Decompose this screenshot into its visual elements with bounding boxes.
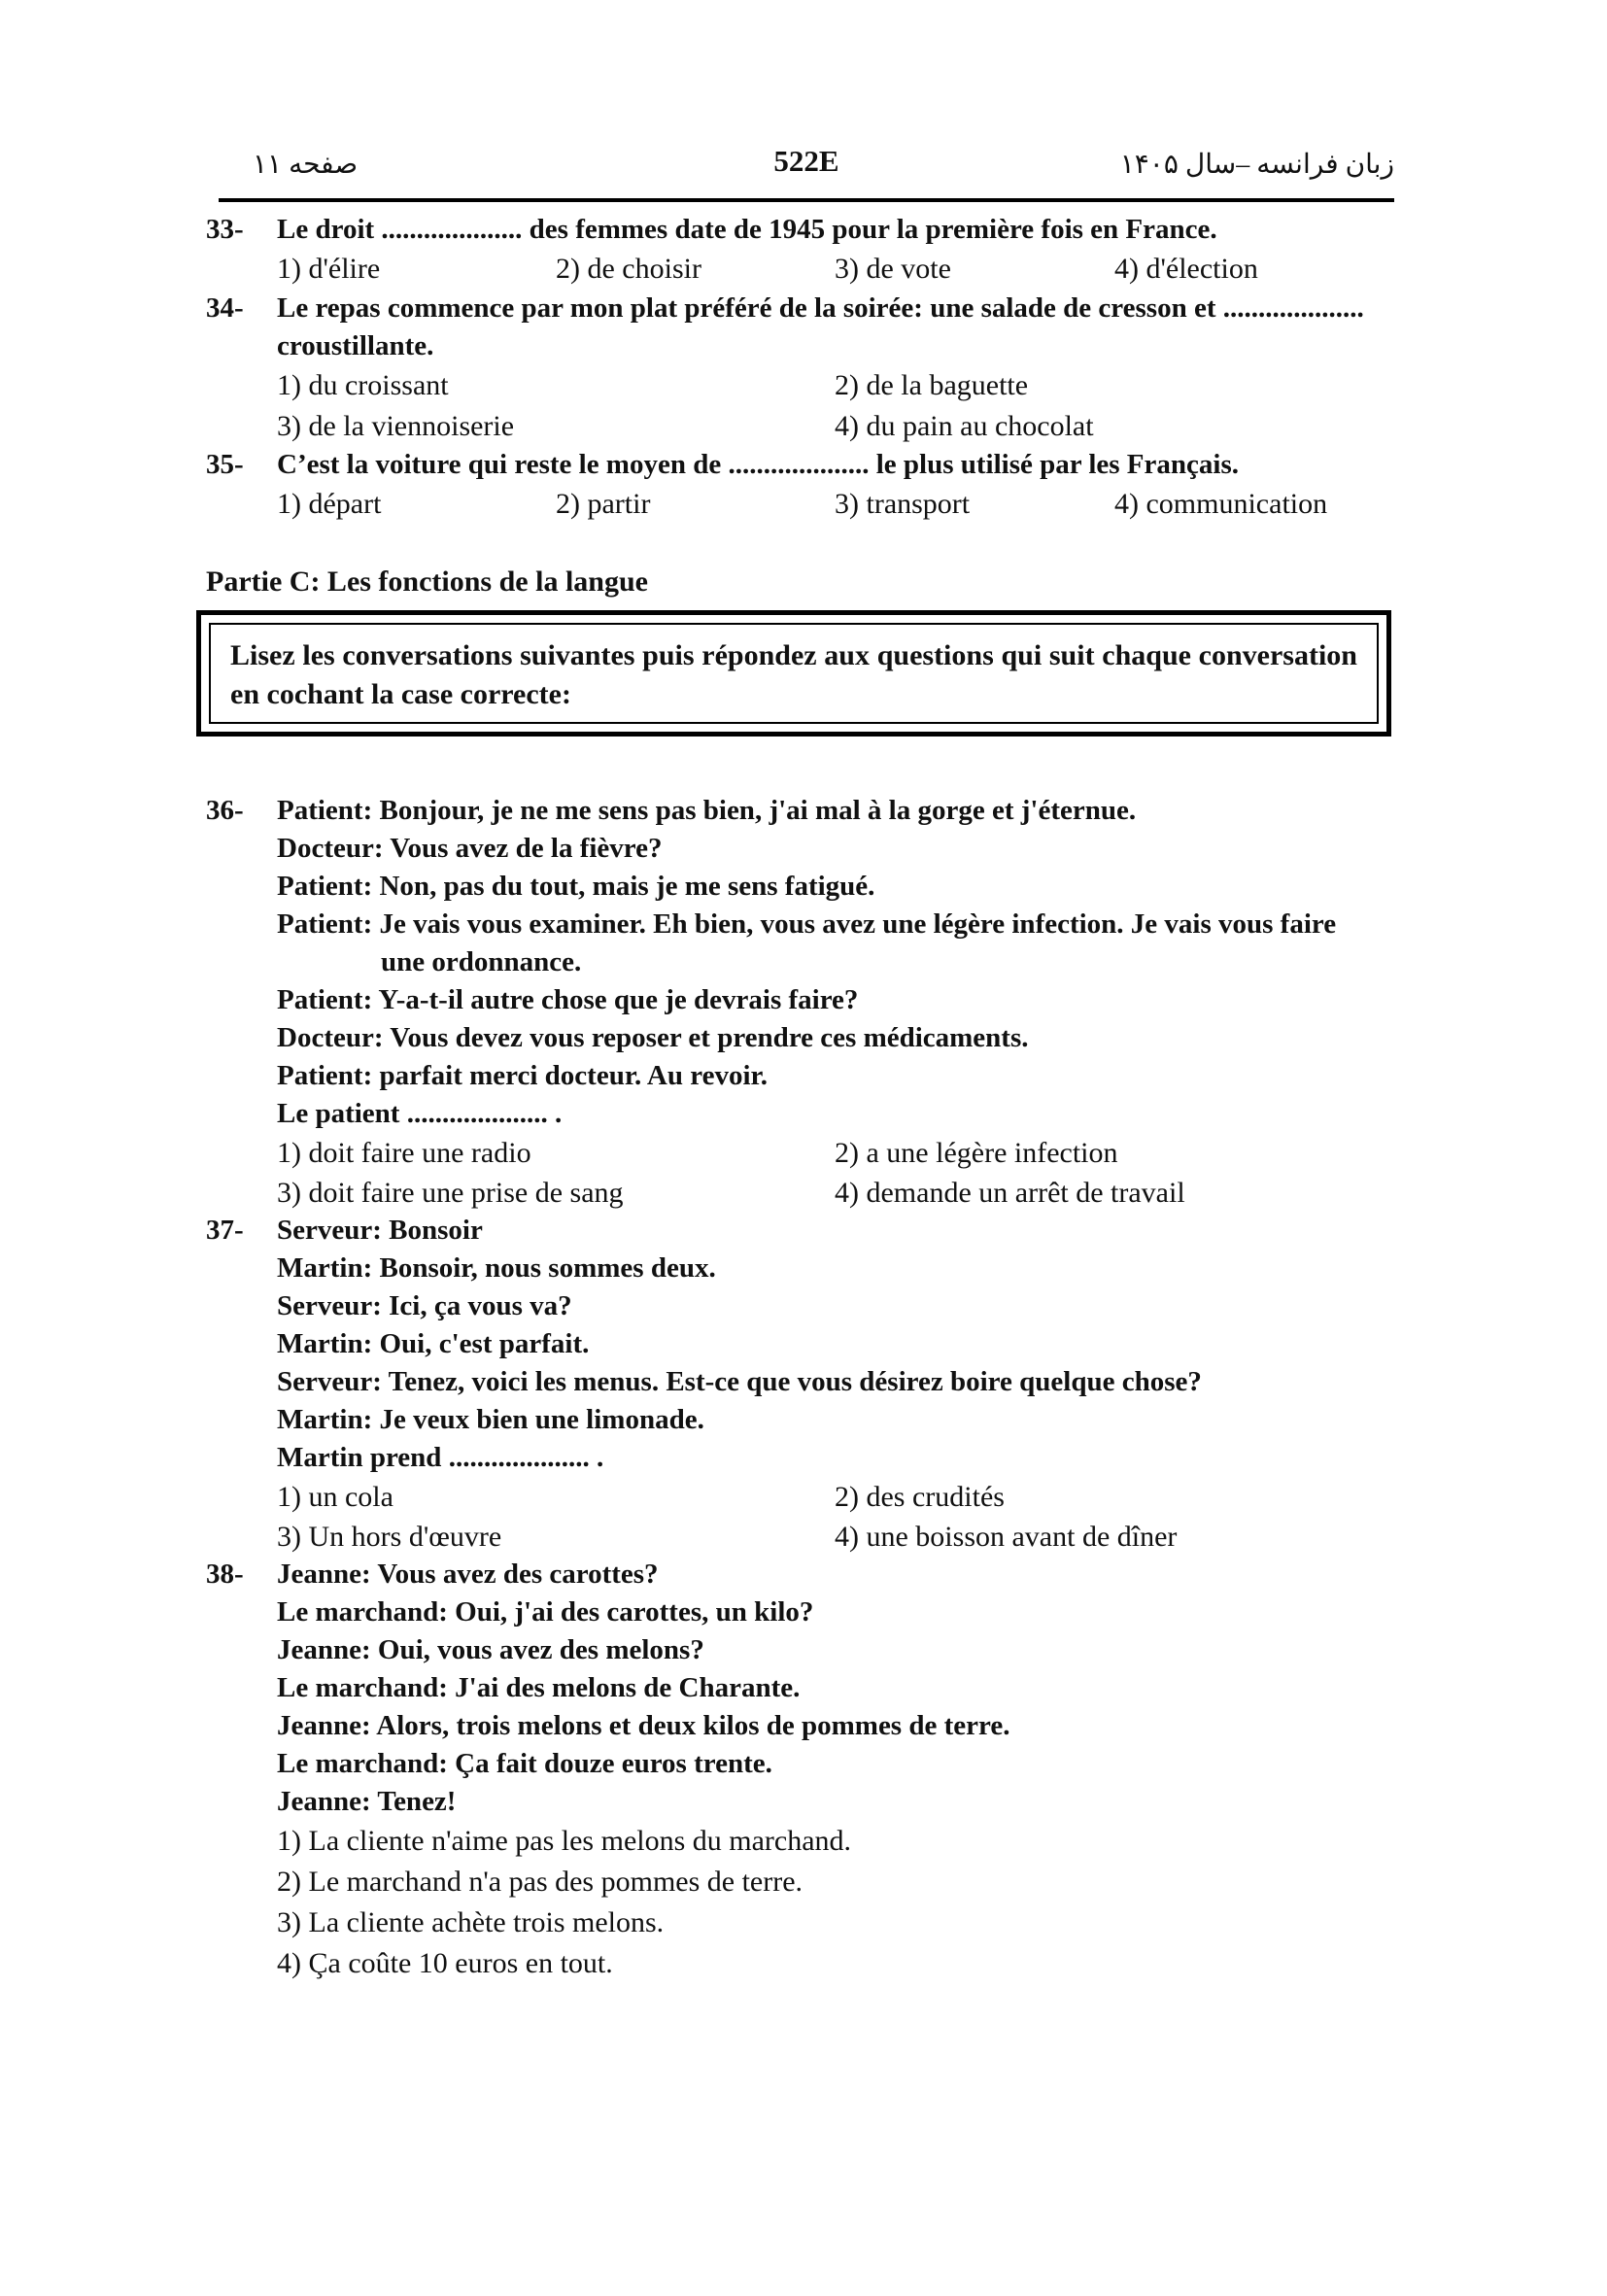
dialogue-line: Jeanne: Vous avez des carottes? bbox=[277, 1559, 659, 1590]
option-2[interactable]: 2) de choisir bbox=[556, 253, 701, 285]
option-2[interactable]: 2) des crudités bbox=[835, 1481, 1005, 1513]
option-2[interactable]: 2) de la baguette bbox=[835, 369, 1029, 401]
option-4[interactable]: 4) une boisson avant de dîner bbox=[835, 1521, 1178, 1553]
dialogue-line: Martin: Bonsoir, nous sommes deux. bbox=[277, 1252, 716, 1284]
question-number: 38- bbox=[206, 1559, 244, 1590]
booklet-code: 522E bbox=[773, 144, 839, 178]
option-4[interactable]: 4) du pain au chocolat bbox=[835, 410, 1094, 442]
dialogue-line: Serveur: Tenez, voici les menus. Est-ce que vous désirez boire quelque chose? bbox=[277, 1366, 1202, 1397]
dialogue-line: Serveur: Ici, ça vous va? bbox=[277, 1290, 572, 1321]
question-number: 35- bbox=[206, 449, 244, 480]
option-3[interactable]: 3) transport bbox=[835, 488, 971, 520]
dialogue-line: Jeanne: Tenez! bbox=[277, 1786, 457, 1817]
dialogue-line: Martin: Je veux bien une limonade. bbox=[277, 1404, 704, 1435]
dialogue-line: Jeanne: Alors, trois melons et deux kilos de pommes de terre. bbox=[277, 1710, 1010, 1741]
dialogue-line: Martin: Oui, c'est parfait. bbox=[277, 1328, 590, 1359]
question-number: 34- bbox=[206, 292, 244, 324]
section-title: Partie C: Les fonctions de la langue bbox=[206, 565, 648, 598]
question-stem: Le repas commence par mon plat préféré de la soirée: une salade de cresson et .................... bbox=[277, 292, 1364, 324]
dialogue-line: Le marchand: Ça fait douze euros trente. bbox=[277, 1748, 772, 1779]
option-1[interactable]: 1) d'élire bbox=[277, 253, 381, 285]
instruction-box bbox=[196, 610, 1391, 737]
question-stem-continued: croustillante. bbox=[277, 330, 434, 361]
option-4[interactable]: 4) d'élection bbox=[1114, 253, 1258, 285]
option-4[interactable]: 4) Ça coûte 10 euros en tout. bbox=[277, 1947, 613, 1979]
header-rule bbox=[219, 198, 1394, 202]
dialogue-line: une ordonnance. bbox=[381, 946, 582, 977]
option-1[interactable]: 1) départ bbox=[277, 488, 382, 520]
dialogue-line: Docteur: Vous devez vous reposer et prendre ces médicaments. bbox=[277, 1022, 1029, 1053]
option-3[interactable]: 3) Un hors d'œuvre bbox=[277, 1521, 502, 1553]
dialogue-line: Patient: Je vais vous examiner. Eh bien, vous avez une légère infection. Je vais vous faire bbox=[277, 908, 1337, 940]
question-stem: Martin prend .................... . bbox=[277, 1442, 604, 1473]
page-number-label: صفحه ۱۱ bbox=[253, 150, 359, 180]
option-1[interactable]: 1) doit faire une radio bbox=[277, 1137, 531, 1169]
option-1[interactable]: 1) La cliente n'aime pas les melons du marchand. bbox=[277, 1825, 852, 1857]
question-stem: Le droit .................... des femmes date de 1945 pour la première fois en France. bbox=[277, 214, 1217, 245]
option-3[interactable]: 3) de la viennoiserie bbox=[277, 410, 515, 442]
dialogue-line: Patient: parfait merci docteur. Au revoir. bbox=[277, 1060, 768, 1091]
option-3[interactable]: 3) de vote bbox=[835, 253, 951, 285]
page-header bbox=[219, 144, 1394, 188]
option-3[interactable]: 3) La cliente achète trois melons. bbox=[277, 1906, 665, 1938]
dialogue-line: Patient: Y-a-t-il autre chose que je devrais faire? bbox=[277, 984, 859, 1015]
dialogue-line: Patient: Bonjour, je ne me sens pas bien, j'ai mal à la gorge et j'éternue. bbox=[277, 795, 1137, 826]
option-2[interactable]: 2) partir bbox=[556, 488, 651, 520]
question-number: 36- bbox=[206, 795, 244, 826]
dialogue-line: Jeanne: Oui, vous avez des melons? bbox=[277, 1634, 704, 1665]
option-1[interactable]: 1) un cola bbox=[277, 1481, 393, 1513]
dialogue-line: Docteur: Vous avez de la fièvre? bbox=[277, 833, 663, 864]
instruction-box-inner bbox=[209, 623, 1379, 724]
question-stem: C’est la voiture qui reste le moyen de .................... le plus utilisé par les Français. bbox=[277, 449, 1239, 480]
option-2[interactable]: 2) Le marchand n'a pas des pommes de terre. bbox=[277, 1866, 804, 1898]
option-3[interactable]: 3) doit faire une prise de sang bbox=[277, 1177, 624, 1209]
option-1[interactable]: 1) du croissant bbox=[277, 369, 449, 401]
instruction-text: Lisez les conversations suivantes puis répondez aux questions qui suit chaque conversation en cochant la case correcte: bbox=[230, 639, 1357, 710]
option-4[interactable]: 4) communication bbox=[1114, 488, 1328, 520]
dialogue-line: Serveur: Bonsoir bbox=[277, 1215, 483, 1246]
question-number: 37- bbox=[206, 1215, 244, 1246]
dialogue-line: Le marchand: J'ai des melons de Charante. bbox=[277, 1672, 801, 1703]
option-2[interactable]: 2) a une légère infection bbox=[835, 1137, 1118, 1169]
question-number: 33- bbox=[206, 214, 244, 245]
dialogue-line: Patient: Non, pas du tout, mais je me sens fatigué. bbox=[277, 871, 875, 902]
subject-year-label: زبان فرانسه –سال ۱۴۰۵ bbox=[1119, 150, 1394, 180]
option-4[interactable]: 4) demande un arrêt de travail bbox=[835, 1177, 1185, 1209]
question-stem: Le patient .................... . bbox=[277, 1098, 563, 1129]
dialogue-line: Le marchand: Oui, j'ai des carottes, un kilo? bbox=[277, 1596, 814, 1628]
